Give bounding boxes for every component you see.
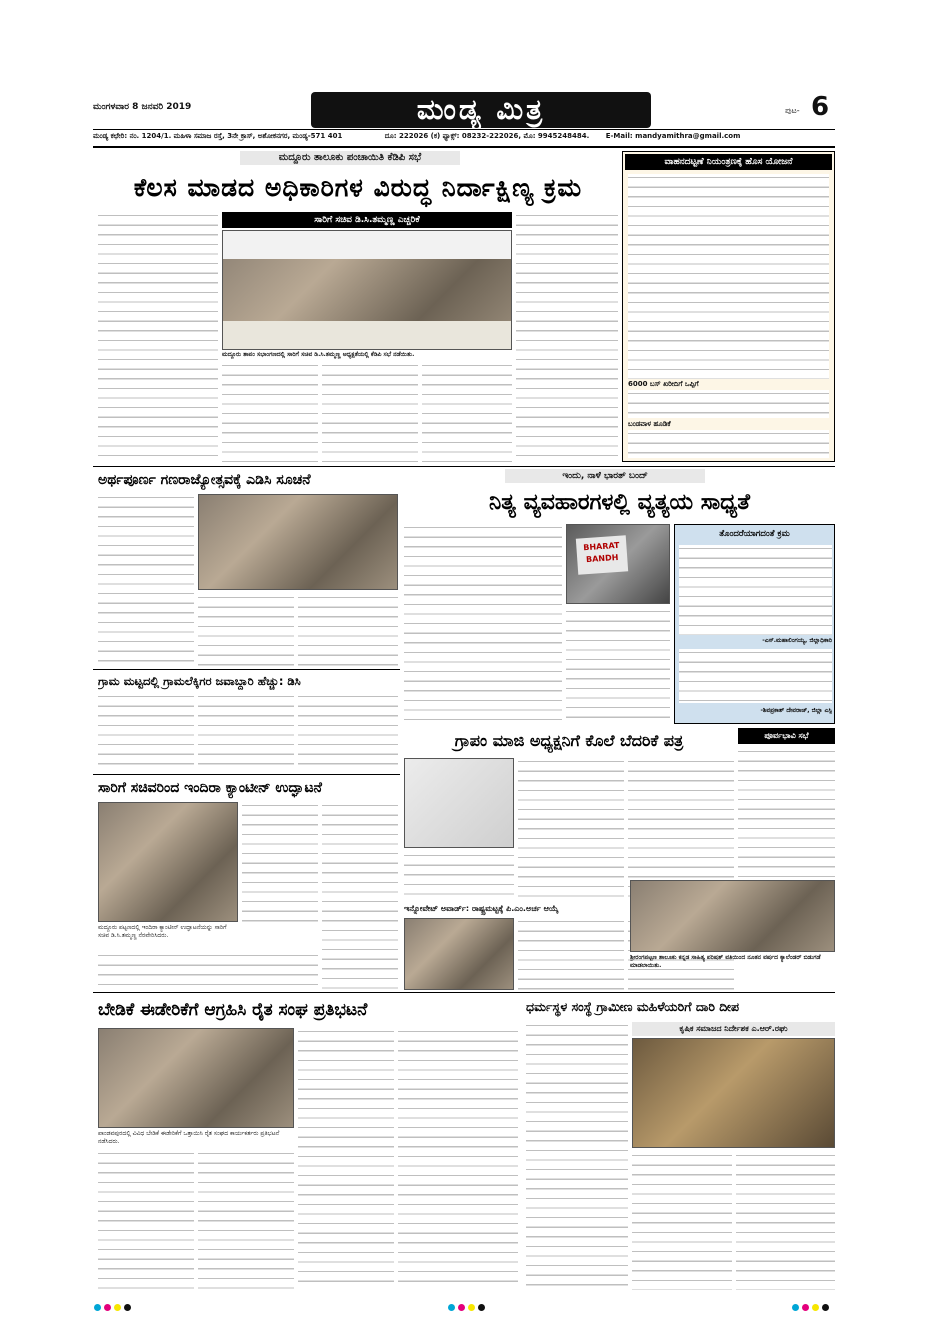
divider-3	[93, 774, 400, 775]
story1-col4-text	[422, 362, 512, 462]
registration-marks-center	[448, 1296, 488, 1315]
story3-col1-text	[98, 494, 194, 666]
story4-sidebar-title: ತೊಂದರೆಯಾಗದಂತೆ ಕ್ರಮ	[719, 529, 790, 539]
photo-banner	[223, 231, 512, 259]
story4-col1-text	[404, 524, 562, 724]
story10-col2-text	[632, 1152, 732, 1290]
divider-1	[93, 466, 835, 467]
story1-headline: ಕೆಲಸ ಮಾಡದ ಅಧಿಕಾರಿಗಳ ವಿರುದ್ಧ ನಿರ್ದಾಕ್ಷಿಣ್ಯ ಕ್ರಮ	[98, 168, 618, 208]
story4-headline: ನಿತ್ಯ ವ್ಯವಹಾರಗಳಲ್ಲಿ ವ್ಯತ್ಯಯ ಸಾಧ್ಯತೆ	[404, 485, 835, 521]
story5-col2-text	[198, 693, 294, 771]
story1-kicker: ಮದ್ದೂರು ತಾಲೂಕು ಪಂಚಾಯಿತಿ ಕೆಡಿಪಿ ಸಭೆ	[240, 151, 460, 165]
story6-col-right-text	[322, 802, 398, 990]
story7-letter-photo	[404, 758, 514, 848]
story10-photo	[632, 1038, 835, 1148]
story2-bold-1: 6000 ಬಸ್ ಖರೀದಿಗೆ ಒಪ್ಪಿಗೆ	[628, 380, 699, 388]
masthead	[93, 92, 835, 132]
address-text: ಮಂಡ್ಯ ಕಛೇರಿ: ನಂ. 1204/1. ಮಹಿಳಾ ಸಮಾಜ ರಸ್ತೆ, 3ನೇ ಕ್ರಾಸ್, ಅಶೋಕನಗರ, ಮಂಡ್ಯ-571 401	[93, 132, 343, 140]
story9-col2-text	[198, 1150, 294, 1290]
address-line	[93, 132, 835, 144]
story5-headline: ಗ್ರಾಮ ಮಟ್ಟದಲ್ಲಿ ಗ್ರಾಮಲೆಕ್ಕಿಗರ ಜವಾಬ್ದಾರಿ ಹೆಚ್ಚು: ಡಿಸಿ	[98, 674, 301, 688]
story7-award-col1	[518, 918, 624, 990]
registration-marks-left	[94, 1296, 134, 1315]
masthead-rule-bottom	[93, 146, 835, 148]
story2-box	[622, 151, 835, 462]
story4-kicker: ಇಂದು, ನಾಳೆ ಭಾರತ್ ಬಂದ್	[505, 469, 705, 483]
story4-col2-text	[566, 608, 670, 724]
story4-sidebar-text-2	[679, 649, 832, 703]
photo-table	[223, 321, 512, 350]
story9-col3-text	[298, 1028, 394, 1290]
story3-col3-text	[298, 594, 398, 666]
story5-col3-text	[298, 693, 398, 771]
story3-col2-text	[198, 594, 294, 666]
story7-headline: ಗ್ರಾಪಂ ಮಾಜಿ ಅಧ್ಯಕ್ಷನಿಗೆ ಕೊಲೆ ಬೆದರಿಕೆ ಪತ್ರ	[454, 731, 684, 750]
page-label: ಪುಟ-	[785, 106, 800, 115]
story2-text-1	[628, 174, 829, 379]
divider-2	[93, 669, 400, 670]
story9-photo	[98, 1028, 294, 1128]
story7-col3-text	[628, 758, 734, 898]
story7-award-photo	[404, 918, 514, 990]
story6-col-bottom-text	[98, 952, 318, 990]
story10-col3-text	[736, 1152, 835, 1290]
story10-headline: ಧರ್ಮಸ್ಥಳ ಸಂಸ್ಥೆ ಗ್ರಾಮೀಣ ಮಹಿಳೆಯರಿಗೆ ದಾರಿ ದೀಪ	[526, 999, 739, 1014]
story6-photo-1	[98, 802, 238, 922]
story1-col3-text	[322, 362, 418, 462]
story4-sidebar-sign: -ಎಸ್.ಮಹಾಲಿಂಗಯ್ಯ, ಜಿಲ್ಲಾಧಿಕಾರಿ	[762, 637, 832, 644]
story1-col1-text	[98, 212, 218, 462]
story2-headline: ವಾಹನದಟ್ಟಣೆ ನಿಯಂತ್ರಣಕ್ಕೆ ಹೊಸ ಯೋಜನೆ	[625, 154, 832, 170]
story4-photo	[566, 524, 670, 604]
story5-col1-text	[98, 693, 194, 771]
story7-award-headline: ಇನ್ನೋವೇಟ್ ಅವಾರ್ಡ್: ರಾಷ್ಟ್ರಮಟ್ಟಕ್ಕೆ ಪಿ.ಎಂ.ಅರ್ಚ ಆಯ್ಕೆ	[404, 904, 559, 913]
story8-photo	[630, 880, 835, 952]
story9-col1-text	[98, 1150, 194, 1290]
page-number: 6	[811, 92, 830, 122]
story7-col1-text	[404, 852, 514, 898]
story2-text-2	[628, 390, 829, 418]
story1-subhead: ಸಾರಿಗೆ ಸಚಿವ ಡಿ.ಸಿ.ತಮ್ಮಣ್ಣ ಎಚ್ಚರಿಕೆ	[222, 212, 512, 228]
story8-text	[738, 748, 835, 878]
story3-headline: ಅರ್ಥಪೂರ್ಣ ಗಣರಾಜ್ಯೋತ್ಸವಕ್ಕೆ ಎಡಿಸಿ ಸೂಚನೆ	[98, 472, 311, 488]
masthead-title: ಮಂಡ್ಯ ಮಿತ್ರ	[311, 92, 651, 128]
story1-col5-text	[516, 212, 618, 462]
masthead-rule-top	[93, 129, 835, 130]
contact-text: ದೂ: 222026 (ಕ) ಫ್ಯಾಕ್ಸ್: 08232-222026, ಮೊ: 9945248484.	[384, 132, 590, 140]
story2-bold-2: ಬಂಡವಾಳ ಹೂಡಿಕೆ	[628, 420, 671, 428]
bandh-sign	[576, 535, 628, 574]
story4-sidebar-sign2: -ಶಿವಪ್ರಕಾಶ್ ದೇವರಾಜ್, ಜಿಲ್ಲಾ ಎಸ್ಪಿ	[760, 707, 832, 714]
email-text: E-Mail: mandyamithra@gmail.com	[605, 132, 741, 140]
bandh-sign-line2: BANDH	[585, 552, 619, 565]
story6-headline: ಸಾರಿಗೆ ಸಚಿವರಿಂದ ಇಂದಿರಾ ಕ್ಯಾಂಟೀನ್ ಉದ್ಘಾಟನೆ	[98, 780, 322, 796]
story8-caption: ಶ್ರೀರಂಗಪಟ್ಟಣ ತಾಲೂಕು ಕನ್ನಡ ಸಾಹಿತ್ಯ ಪರಿಷತ್ ವತಿಯಿಂದ ನೂತನ ವರ್ಷದ ಕ್ಯಾಲೆಂಡರ್ ಬಿಡುಗಡೆ ಮಾಡಲಾಯಿತು.	[630, 954, 821, 969]
story4-sidebar	[674, 524, 835, 724]
divider-4	[93, 992, 835, 993]
bandh-sign-line1: BHARAT	[583, 540, 620, 553]
story10-col1-text	[526, 1022, 628, 1290]
story6-caption: ಮದ್ದೂರು ಪಟ್ಟಣದಲ್ಲಿ ಇಂದಿರಾ ಕ್ಯಾಂಟೀನ್ ಉದ್ಘಾಟನೆಯನ್ನು ಸಾರಿಗೆ ಸಚಿವ ಡಿ.ಸಿ.ತಮ್ಮಣ್ಣ ನೆರವೇರಿಸಿದರು.	[98, 924, 227, 939]
story2-text-3	[628, 430, 829, 458]
registration-marks-right	[792, 1296, 832, 1315]
story6-col-mid-text	[242, 802, 318, 922]
story9-headline: ಬೇಡಿಕೆ ಈಡೇರಿಕೆಗೆ ಆಗ್ರಹಿಸಿ ರೈತ ಸಂಘ ಪ್ರತಿಭಟನೆ	[98, 1000, 368, 1020]
story1-col2-text	[222, 362, 318, 462]
date-line: ಮಂಗಳವಾರ 8 ಜನವರಿ 2019	[93, 102, 192, 112]
story4-sidebar-text-1	[679, 545, 832, 635]
story9-col4-text	[398, 1028, 518, 1290]
story8-headline: ಪೂರ್ವಭಾವಿ ಸಭೆ	[738, 728, 835, 744]
story1-photo	[222, 230, 512, 350]
story3-photo	[198, 494, 398, 590]
story10-subhead: ಕೃಷಿಕ ಸಮಾಜದ ನಿರ್ದೇಶಕ ಎ.ಆರ್.ರಘು	[632, 1022, 835, 1036]
story7-col2-text	[518, 758, 624, 898]
story1-caption: ಮದ್ದೂರು ತಾಪಂ ಸಭಾಂಗಣದಲ್ಲಿ ಸಾರಿಗೆ ಸಚಿವ ಡಿ.ಸಿ.ತಮ್ಮಣ್ಣ ಅಧ್ಯಕ್ಷತೆಯಲ್ಲಿ ಕೆಡಿಪಿ ಸಭೆ ನಡೆಯಿತು.	[222, 351, 415, 358]
story9-caption: ಪಾಂಡವಪುರದಲ್ಲಿ ವಿವಿಧ ಬೇಡಿಕೆ ಈಡೇರಿಕೆಗೆ ಒತ್ತಾಯಿಸಿ ರೈತ ಸಂಘದ ಕಾರ್ಯಕರ್ತರು ಪ್ರತಿಭಟನೆ ನಡೆಸಿದರು.	[98, 1130, 280, 1145]
